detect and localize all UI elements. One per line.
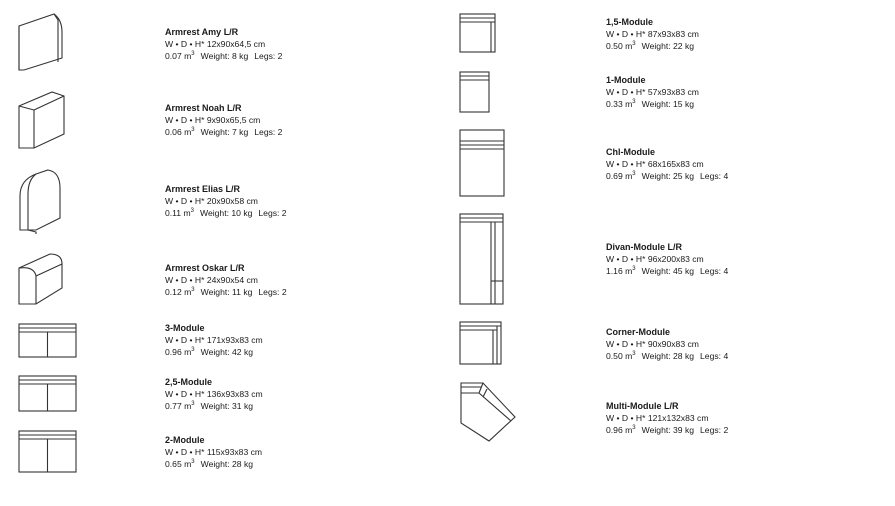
- product-name: 2-Module: [165, 435, 205, 445]
- product-dimensions: W • D • H* 9x90x65,5 cm: [165, 115, 261, 125]
- spec-corner-module: [606, 326, 728, 362]
- spec-divan-module: [606, 241, 728, 277]
- product-volume-weight: 1.16 $m^3$ Weight: 45 kg Legs: 4: [606, 266, 729, 276]
- product-name: Corner-Module: [606, 327, 670, 337]
- product-name: Multi-Module L/R: [606, 401, 679, 411]
- product-name: Armrest Amy L/R: [165, 27, 239, 37]
- product-name: 2,5-Module: [165, 377, 213, 387]
- product-dimensions: W • D • H* 68x165x83 cm: [606, 159, 704, 169]
- spec-multi-module: [606, 400, 728, 436]
- divan-module-icon: [459, 213, 507, 307]
- armrest-oskar-icon: [14, 250, 66, 308]
- module-3-icon: [18, 323, 78, 359]
- product-name: Chl-Module: [606, 147, 655, 157]
- product-volume-weight: 0.06 $m^3$ Weight: 7 kg Legs: 2: [165, 127, 283, 137]
- product-name: Armrest Elias L/R: [165, 184, 241, 194]
- product-volume-weight: 0.65 $m^3$ Weight: 28 kg: [165, 459, 254, 469]
- product-volume-weight: 0.77 $m^3$ Weight: 31 kg: [165, 401, 254, 411]
- product-dimensions: W • D • H* 96x200x83 cm: [606, 254, 704, 264]
- module-1-icon: [459, 71, 491, 113]
- armrest-elias-icon: [14, 166, 66, 234]
- product-volume-weight: 0.11 $m^3$ Weight: 10 kg Legs: 2: [165, 208, 287, 218]
- spec-armrest-amy: [165, 26, 282, 62]
- product-volume-weight: 0.96 $m^3$ Weight: 39 kg Legs: 2: [606, 425, 729, 435]
- product-volume-weight: 0.07 $m^3$ Weight: 8 kg Legs: 2: [165, 51, 283, 61]
- product-volume-weight: 0.50 $m^3$ Weight: 22 kg: [606, 41, 695, 51]
- module-2-5-icon: [18, 375, 78, 413]
- product-name: 3-Module: [165, 323, 205, 333]
- spec-module-2: [165, 434, 262, 470]
- spec-armrest-oskar: [165, 262, 287, 298]
- product-volume-weight: 0.33 $m^3$ Weight: 15 kg: [606, 99, 695, 109]
- product-dimensions: W • D • H* 136x93x83 cm: [165, 389, 263, 399]
- spec-module-1: [606, 74, 699, 110]
- product-dimensions: W • D • H* 24x90x54 cm: [165, 275, 258, 285]
- spec-armrest-elias: [165, 183, 287, 219]
- spec-chl-module: [606, 146, 728, 182]
- spec-module-1-5: [606, 16, 699, 52]
- product-volume-weight: 0.12 $m^3$ Weight: 11 kg Legs: 2: [165, 287, 287, 297]
- product-dimensions: W • D • H* 20x90x58 cm: [165, 196, 258, 206]
- spec-armrest-noah: [165, 102, 282, 138]
- product-name: Armrest Oskar L/R: [165, 263, 245, 273]
- product-dimensions: W • D • H* 87x93x83 cm: [606, 29, 699, 39]
- product-dimensions: W • D • H* 121x132x83 cm: [606, 413, 709, 423]
- product-dimensions: W • D • H* 57x93x83 cm: [606, 87, 699, 97]
- multi-module-icon: [459, 381, 521, 443]
- chl-module-icon: [459, 129, 507, 199]
- product-volume-weight: 0.69 $m^3$ Weight: 25 kg Legs: 4: [606, 171, 729, 181]
- module-1-5-icon: [459, 13, 497, 53]
- module-2-icon: [18, 430, 78, 474]
- product-name: 1,5-Module: [606, 17, 654, 27]
- armrest-noah-icon: [14, 88, 68, 152]
- product-name: Divan-Module L/R: [606, 242, 682, 252]
- product-dimensions: W • D • H* 12x90x64,5 cm: [165, 39, 266, 49]
- spec-module-2-5: [165, 376, 263, 412]
- product-name: 1-Module: [606, 75, 646, 85]
- product-volume-weight: 0.96 $m^3$ Weight: 42 kg: [165, 347, 254, 357]
- spec-module-3: [165, 322, 263, 358]
- product-dimensions: W • D • H* 90x90x83 cm: [606, 339, 699, 349]
- armrest-amy-icon: [14, 12, 66, 72]
- product-dimensions: W • D • H* 115x93x83 cm: [165, 447, 263, 457]
- product-dimensions: W • D • H* 171x93x83 cm: [165, 335, 263, 345]
- corner-module-icon: [459, 321, 505, 367]
- product-volume-weight: 0.50 $m^3$ Weight: 28 kg Legs: 4: [606, 351, 729, 361]
- product-name: Armrest Noah L/R: [165, 103, 242, 113]
